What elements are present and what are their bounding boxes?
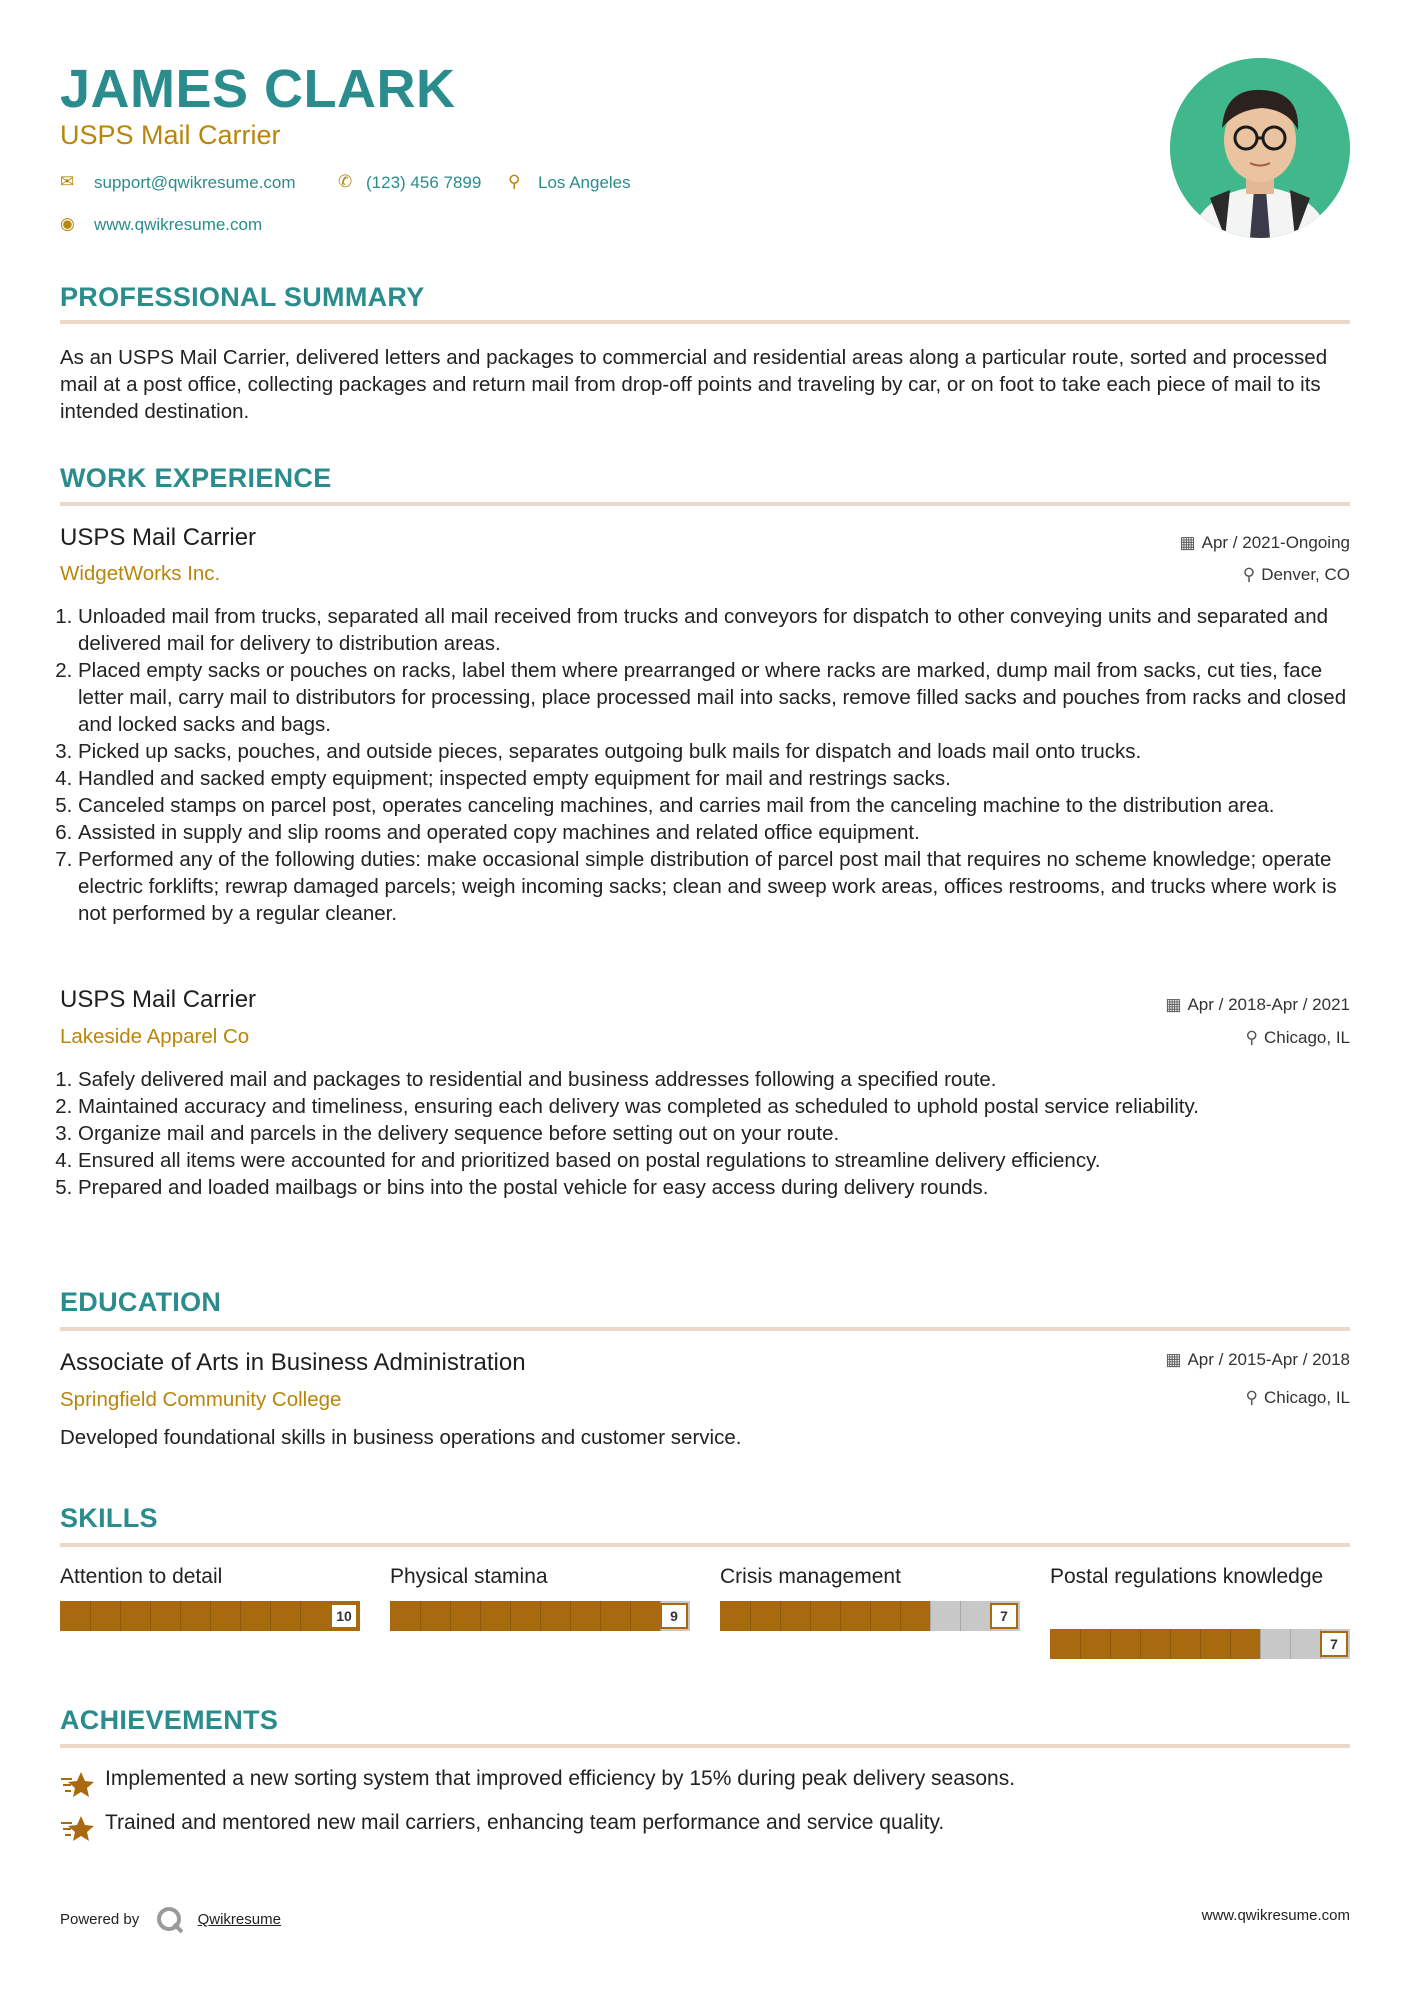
qwikresume-link[interactable]: Qwikresume bbox=[197, 1910, 281, 1928]
list-item: 5. Prepared and loaded mailbags or bins into the postal vehicle for easy access during delivery rounds. bbox=[78, 1174, 1368, 1201]
job-duties-list bbox=[60, 603, 1368, 927]
skill-bar-segment bbox=[90, 1601, 91, 1631]
contact-email[interactable]: ✉ support@qwikresume.com bbox=[60, 172, 296, 192]
skill-bar bbox=[60, 1601, 360, 1631]
section-divider bbox=[60, 1744, 1350, 1748]
pin-icon: ⚲ bbox=[1245, 1028, 1258, 1047]
list-item: 3. Picked up sacks, pouches, and outside pieces, separates outgoing bulk mails for dispatch and loads mail onto trucks. bbox=[78, 738, 1368, 765]
list-item: 1. Unloaded mail from trucks, separated all mail received from trucks and conveyors for dispatch to other conveying units and separated and delivered mail for delivery to distribution areas. bbox=[78, 603, 1368, 657]
skills-heading: SKILLS bbox=[60, 1503, 158, 1533]
job-location: ⚲ Denver, CO bbox=[1242, 565, 1350, 584]
list-item: 7. Performed any of the following duties: make occasional simple distribution of parcel post mail that requires no scheme knowledge; operate electric forklifts; rewrap damaged parcels; weigh incoming sacks; clean and sweep work areas, offices restrooms, and trucks where work is not performed by a regular cleaner. bbox=[78, 846, 1368, 927]
job-company: WidgetWorks Inc. bbox=[60, 562, 221, 585]
skill-bar-segment bbox=[1290, 1629, 1291, 1659]
education-heading: EDUCATION bbox=[60, 1287, 222, 1317]
list-item: 4. Handled and sacked empty equipment; inspected empty equipment for mail and restrings sacks. bbox=[78, 765, 1368, 792]
skill-bar-segment bbox=[450, 1601, 451, 1631]
skill-bar-segment bbox=[300, 1601, 301, 1631]
job-company: Lakeside Apparel Co bbox=[60, 1025, 250, 1048]
skill-label: Postal regulations knowledge bbox=[1050, 1565, 1324, 1588]
skill-bar-segment bbox=[150, 1601, 151, 1631]
pin-icon: ⚲ bbox=[1245, 1388, 1258, 1407]
job-dates: ▦ Apr / 2021-Ongoing bbox=[1179, 533, 1350, 552]
skill-bar-segment bbox=[780, 1601, 781, 1631]
skill-bar-segment bbox=[1170, 1629, 1171, 1659]
footer-site[interactable]: www.qwikresume.com bbox=[1201, 1907, 1350, 1924]
list-item: 3. Organize mail and parcels in the delivery sequence before setting out on your route. bbox=[78, 1120, 1368, 1147]
education-dates: ▦ Apr / 2015-Apr / 2018 bbox=[1165, 1350, 1350, 1369]
skill-score: 7 bbox=[1320, 1631, 1348, 1657]
education-location: ⚲ Chicago, IL bbox=[1245, 1388, 1350, 1407]
section-divider bbox=[60, 1543, 1350, 1547]
achievements-heading: ACHIEVEMENTS bbox=[60, 1705, 279, 1735]
skill-bar-segment bbox=[1260, 1629, 1261, 1659]
degree-title: Associate of Arts in Business Administration bbox=[60, 1349, 526, 1376]
footer-powered-by: Powered by Qwikresume bbox=[60, 1905, 281, 1935]
pin-icon: ⚲ bbox=[1242, 565, 1256, 584]
contact-website[interactable]: ◉ www.qwikresume.com bbox=[60, 214, 263, 234]
skill-bar-fill bbox=[720, 1601, 930, 1631]
globe-icon: ◉ bbox=[60, 214, 75, 233]
skill-bar-segment bbox=[1230, 1629, 1231, 1659]
skill-bar-segment bbox=[960, 1601, 961, 1631]
skill-bar-segment bbox=[240, 1601, 241, 1631]
skill-bar-segment bbox=[840, 1601, 841, 1631]
candidate-name: JAMES CLARK bbox=[60, 59, 456, 119]
location-pin-icon: ⚲ bbox=[508, 172, 521, 191]
contact-phone[interactable]: ✆ (123) 456 7899 bbox=[338, 172, 482, 192]
skill-bar-segment bbox=[210, 1601, 211, 1631]
skill-label: Attention to detail bbox=[60, 1565, 223, 1588]
summary-text: As an USPS Mail Carrier, delivered letters and packages to commercial and residential areas along a particular route, sorted and processed mail at a post office, collecting packages and return mail from drop-off points and traveling by car, or on foot to take each piece of mail to its intended destination. bbox=[60, 346, 1328, 423]
list-item: 2. Maintained accuracy and timeliness, ensuring each delivery was completed as scheduled to uphold postal service reliability. bbox=[78, 1093, 1368, 1120]
achievement-item: Trained and mentored new mail carriers, enhancing team performance and service quality. bbox=[105, 1811, 945, 1834]
skill-bar-segment bbox=[120, 1601, 121, 1631]
skill-bar-segment bbox=[270, 1601, 271, 1631]
skill-bar-segment bbox=[1200, 1629, 1201, 1659]
skill-bar-fill bbox=[390, 1601, 660, 1631]
education-description: Developed foundational skills in business operations and customer service. bbox=[60, 1426, 742, 1449]
skill-bar-segment bbox=[510, 1601, 511, 1631]
skill-bar-segment bbox=[480, 1601, 481, 1631]
skill-label: Physical stamina bbox=[390, 1565, 548, 1588]
section-divider bbox=[60, 502, 1350, 506]
job-dates: ▦ Apr / 2018-Apr / 2021 bbox=[1165, 995, 1350, 1014]
list-item: 1. Safely delivered mail and packages to residential and business addresses following a specified route. bbox=[78, 1066, 1368, 1093]
summary-heading: PROFESSIONAL SUMMARY bbox=[60, 282, 425, 312]
star-icon bbox=[60, 1813, 94, 1843]
candidate-role: USPS Mail Carrier bbox=[60, 120, 281, 150]
skill-bar bbox=[390, 1601, 690, 1631]
section-divider bbox=[60, 1327, 1350, 1331]
skill-score: 10 bbox=[330, 1603, 358, 1629]
list-item: 6. Assisted in supply and slip rooms and operated copy machines and related office equipment. bbox=[78, 819, 1368, 846]
skill-bar-segment bbox=[420, 1601, 421, 1631]
skill-bar-segment bbox=[600, 1601, 601, 1631]
skill-bar-segment bbox=[630, 1601, 631, 1631]
skill-bar bbox=[720, 1601, 1020, 1631]
calendar-icon: ▦ bbox=[1165, 995, 1182, 1014]
calendar-icon: ▦ bbox=[1165, 1350, 1182, 1369]
skill-bar-segment bbox=[810, 1601, 811, 1631]
skill-bar-segment bbox=[180, 1601, 181, 1631]
skill-bar-segment bbox=[540, 1601, 541, 1631]
job-title: USPS Mail Carrier bbox=[60, 524, 257, 551]
list-item: 2. Placed empty sacks or pouches on racks, label them where prearranged or where racks are marked, dump mail from sacks, cut ties, face letter mail, carry mail to distributors for processing, place processed mail into sacks, remove filled sacks and pouches from racks and closed and locked sacks and bags. bbox=[78, 657, 1368, 738]
skill-label: Crisis management bbox=[720, 1565, 901, 1588]
section-divider bbox=[60, 320, 1350, 324]
list-item: 5. Canceled stamps on parcel post, operates canceling machines, and carries mail from the canceling machine to the distribution area. bbox=[78, 792, 1368, 819]
phone-icon: ✆ bbox=[338, 172, 353, 191]
skill-score: 7 bbox=[990, 1603, 1018, 1629]
job-title: USPS Mail Carrier bbox=[60, 986, 257, 1013]
profile-photo bbox=[1170, 58, 1350, 238]
skill-bar-segment bbox=[570, 1601, 571, 1631]
skill-bar-segment bbox=[1110, 1629, 1111, 1659]
list-item: 4. Ensured all items were accounted for and prioritized based on postal regulations to streamline delivery efficiency. bbox=[78, 1147, 1368, 1174]
skill-bar-fill bbox=[1050, 1629, 1260, 1659]
calendar-icon: ▦ bbox=[1179, 533, 1196, 552]
experience-heading: WORK EXPERIENCE bbox=[60, 463, 332, 493]
skill-bar-segment bbox=[930, 1601, 931, 1631]
envelope-icon: ✉ bbox=[60, 172, 75, 191]
achievement-item: Implemented a new sorting system that improved efficiency by 15% during peak delivery seasons. bbox=[105, 1767, 1016, 1790]
skill-bar-segment bbox=[1080, 1629, 1081, 1659]
school-name: Springfield Community College bbox=[60, 1388, 342, 1411]
skill-bar-segment bbox=[750, 1601, 751, 1631]
star-icon bbox=[60, 1769, 94, 1799]
resume-page bbox=[60, 0, 1350, 1990]
job-duties-list bbox=[60, 1066, 1368, 1201]
skill-bar-segment bbox=[900, 1601, 901, 1631]
skill-bar-segment bbox=[870, 1601, 871, 1631]
contact-location: ⚲ Los Angeles bbox=[508, 172, 631, 192]
job-location: ⚲ Chicago, IL bbox=[1245, 1028, 1350, 1047]
skill-bar-segment bbox=[1140, 1629, 1141, 1659]
qwikresume-logo-icon bbox=[155, 1905, 185, 1935]
skill-score: 9 bbox=[660, 1603, 688, 1629]
skill-bar bbox=[1050, 1629, 1350, 1659]
